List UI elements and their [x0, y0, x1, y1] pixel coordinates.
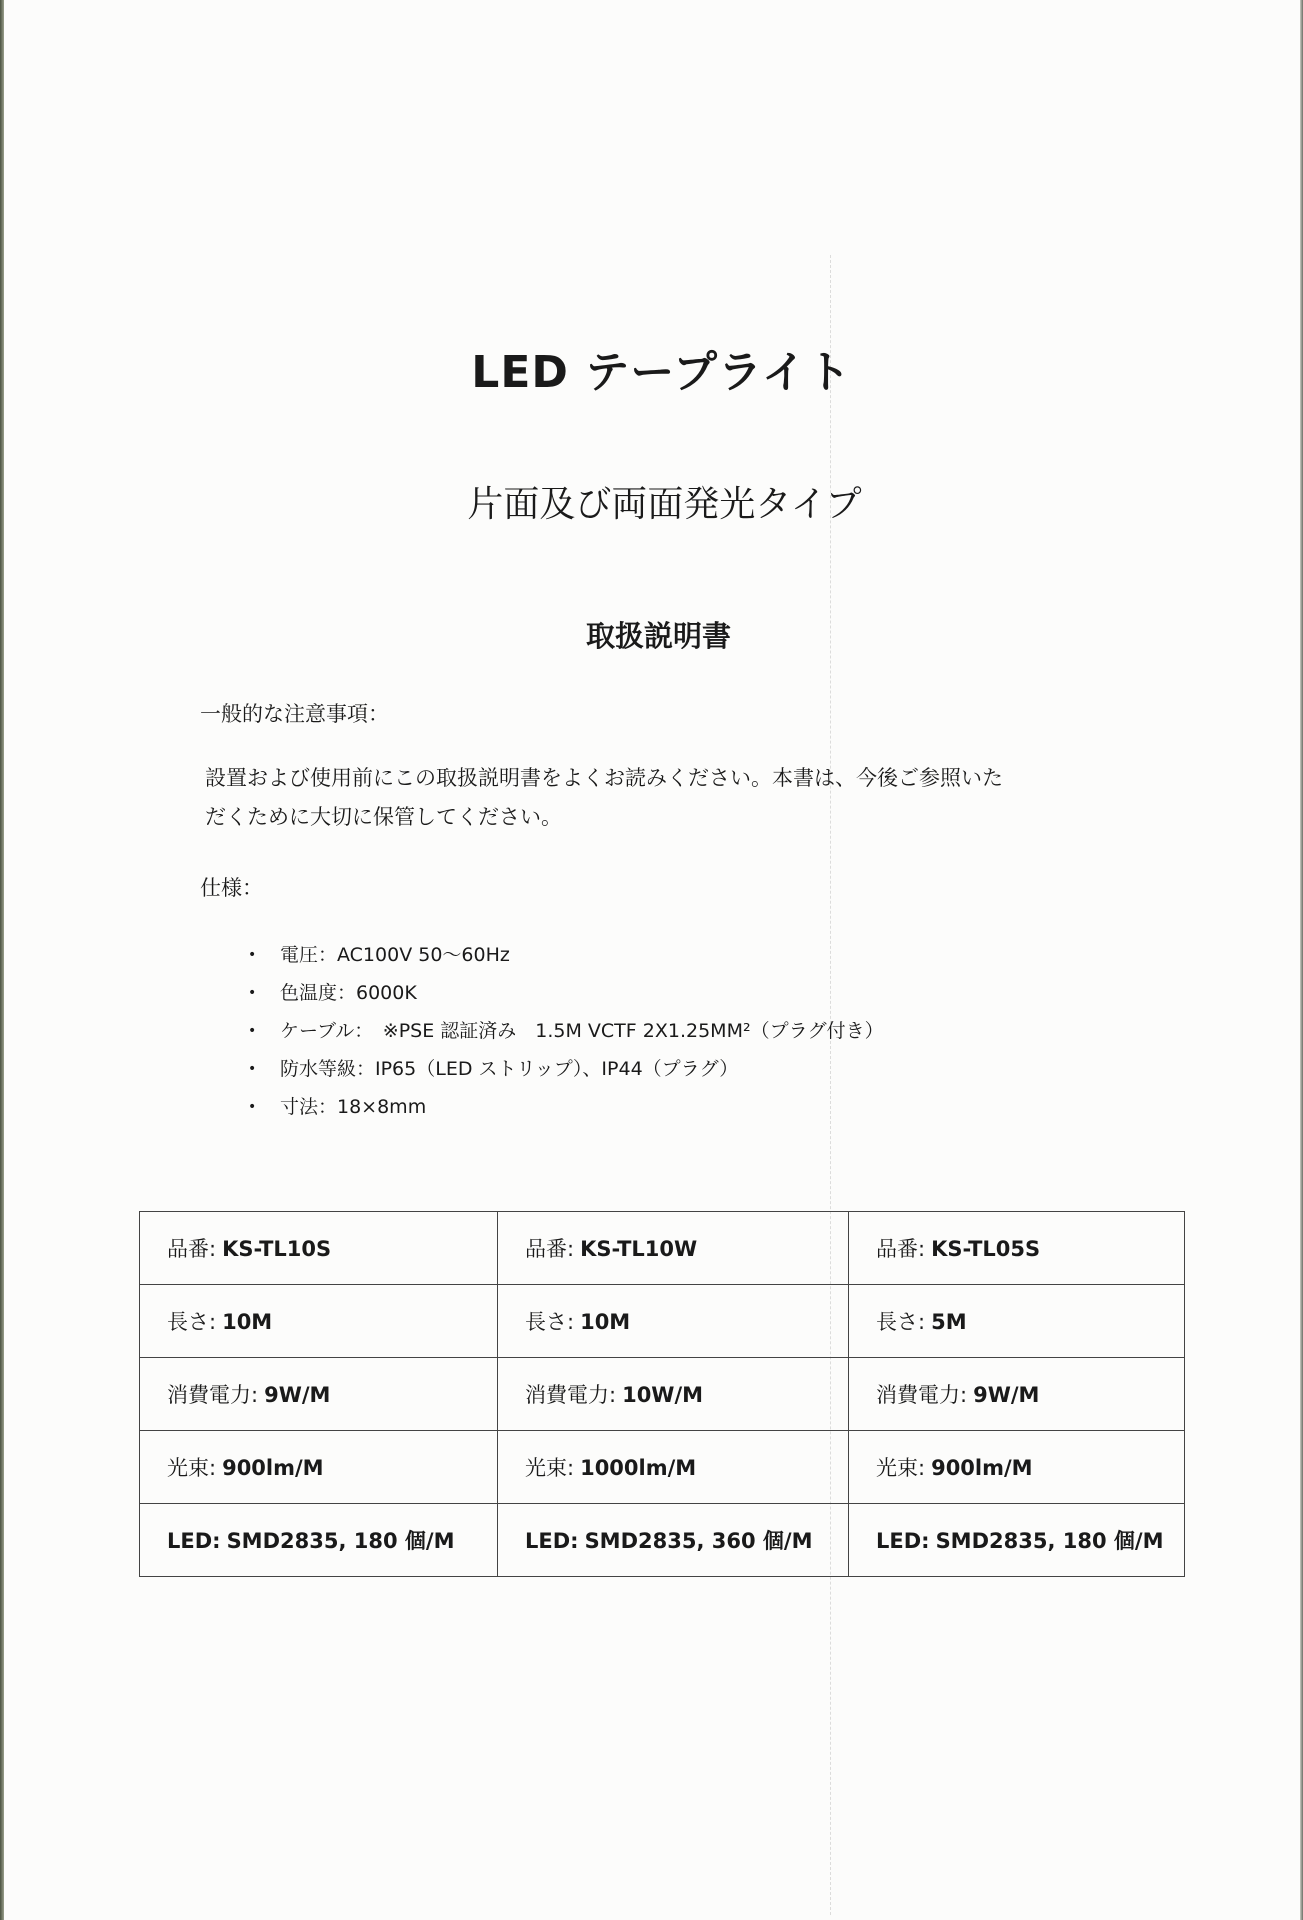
spec-item-voltage: [248, 936, 884, 974]
bullet-icon: •: [248, 1099, 257, 1115]
table-cell: [849, 1358, 1185, 1431]
table-cell: [849, 1285, 1185, 1358]
cell-value: SMD2835, 180 個/M: [935, 1529, 1164, 1553]
cell-label: 消費電力:: [525, 1383, 617, 1407]
cell-label: LED:: [876, 1529, 930, 1553]
document-title: LED テープライト: [471, 347, 852, 398]
cell-value: 9W/M: [264, 1383, 331, 1407]
table-cell: [498, 1504, 849, 1577]
table-cell: [849, 1504, 1185, 1577]
spec-item-text: ケーブル： ※PSE 認証済み 1.5M VCTF 2X1.25MM²（プラグ付き）: [280, 1020, 884, 1042]
table-cell: [498, 1358, 849, 1431]
cell-value: KS-TL10W: [580, 1237, 698, 1261]
document-subtitle: 片面及び両面発光タイプ: [467, 484, 862, 525]
bullet-icon: •: [248, 985, 257, 1001]
manual-heading: 取扱説明書: [585, 619, 731, 653]
table-cell: [140, 1212, 498, 1285]
spec-heading: 仕様：: [200, 876, 263, 900]
cell-value: KS-TL10S: [222, 1237, 332, 1261]
cell-value: 900lm/M: [222, 1456, 324, 1480]
table-cell: [849, 1212, 1185, 1285]
cell-label: 消費電力:: [876, 1383, 968, 1407]
cell-label: 光束:: [167, 1456, 217, 1480]
cell-label: 光束:: [876, 1456, 926, 1480]
table-row-model: [140, 1212, 1185, 1285]
scan-edge-left: [0, 0, 4, 1920]
cell-value: 10W/M: [622, 1383, 704, 1407]
cell-value: 1000lm/M: [580, 1456, 697, 1480]
table-cell: [140, 1431, 498, 1504]
spec-item-dimensions: [248, 1088, 884, 1126]
bullet-icon: •: [248, 1023, 257, 1039]
spec-list: [248, 936, 884, 1126]
cell-label: 長さ:: [876, 1310, 926, 1334]
general-notes-text-line-1: 設置および使用前にこの取扱説明書をよくお読みください。本書は、今後ご参照いた: [205, 766, 1003, 790]
cell-label: 消費電力:: [167, 1383, 259, 1407]
cell-label: 品番:: [167, 1237, 217, 1261]
table-cell: [140, 1504, 498, 1577]
cell-value: 5M: [931, 1310, 967, 1334]
cell-label: 長さ:: [525, 1310, 575, 1334]
table-cell: [498, 1212, 849, 1285]
table-row-luminous-flux: [140, 1431, 1185, 1504]
table-cell: [849, 1431, 1185, 1504]
cell-label: 光束:: [525, 1456, 575, 1480]
cell-label: 品番:: [876, 1237, 926, 1261]
general-notes-text-line-2: だくために大切に保管してください。: [205, 805, 562, 829]
cell-value: 900lm/M: [931, 1456, 1033, 1480]
table-cell: [498, 1285, 849, 1358]
general-notes-heading: 一般的な注意事項：: [200, 702, 389, 726]
product-spec-table: [139, 1211, 1185, 1577]
cell-label: LED:: [525, 1529, 579, 1553]
table-row-length: [140, 1285, 1185, 1358]
spec-item-text: 色温度：6000K: [280, 982, 417, 1004]
cell-value: 10M: [222, 1310, 273, 1334]
spec-item-waterproof: [248, 1050, 884, 1088]
bullet-icon: •: [248, 1061, 257, 1077]
spec-item-text: 電圧：AC100V 50～60Hz: [280, 944, 510, 966]
spec-item-text: 防水等級：IP65（LED ストリップ）、IP44（プラグ）: [280, 1058, 739, 1080]
cell-value: KS-TL05S: [931, 1237, 1041, 1261]
cell-value: 9W/M: [973, 1383, 1040, 1407]
spec-item-text: 寸法：18×8mm: [280, 1096, 427, 1118]
table-row-power: [140, 1358, 1185, 1431]
table-cell: [498, 1431, 849, 1504]
cell-label: 品番:: [525, 1237, 575, 1261]
spec-item-cable: [248, 1012, 884, 1050]
cell-value: SMD2835, 360 個/M: [584, 1529, 813, 1553]
table-cell: [140, 1358, 498, 1431]
cell-value: SMD2835, 180 個/M: [226, 1529, 455, 1553]
table-row-led: [140, 1504, 1185, 1577]
bullet-icon: •: [248, 947, 257, 963]
cell-value: 10M: [580, 1310, 631, 1334]
spec-item-color-temperature: [248, 974, 884, 1012]
cell-label: LED:: [167, 1529, 221, 1553]
cell-label: 長さ:: [167, 1310, 217, 1334]
table-cell: [140, 1285, 498, 1358]
